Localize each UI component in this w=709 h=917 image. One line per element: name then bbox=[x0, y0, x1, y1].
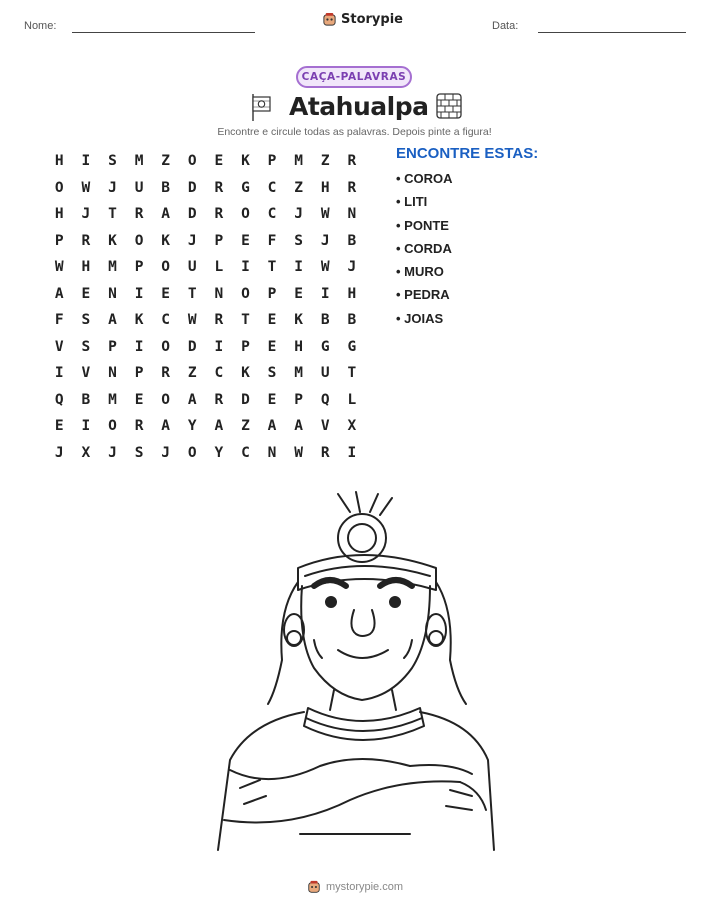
grid-letter[interactable]: I bbox=[54, 365, 64, 382]
grid-letter[interactable]: P bbox=[214, 232, 224, 249]
flag-icon bbox=[250, 92, 272, 122]
grid-letter[interactable]: R bbox=[320, 444, 330, 461]
grid-row bbox=[46, 148, 365, 175]
word-list-item: • JOIAS bbox=[396, 310, 444, 326]
grid-row bbox=[46, 360, 365, 387]
grid-letter[interactable]: O bbox=[161, 338, 171, 355]
grid-letter[interactable]: H bbox=[54, 153, 64, 170]
grid-letter[interactable]: J bbox=[108, 179, 117, 196]
brick-wall-icon bbox=[436, 93, 462, 119]
grid-letter[interactable]: E bbox=[241, 232, 250, 249]
grid-letter[interactable]: I bbox=[134, 338, 144, 355]
grid-letter[interactable]: R bbox=[347, 179, 357, 196]
grid-letter[interactable]: J bbox=[187, 232, 197, 249]
grid-letter[interactable]: B bbox=[161, 179, 171, 196]
date-field-line[interactable] bbox=[538, 32, 686, 33]
grid-letter[interactable]: J bbox=[347, 259, 357, 276]
grid-letter[interactable]: M bbox=[108, 391, 117, 408]
grid-letter[interactable]: Q bbox=[54, 391, 64, 408]
grid-letter[interactable]: I bbox=[81, 418, 91, 435]
brand-name: Storypie bbox=[341, 12, 403, 27]
grid-letter[interactable]: J bbox=[81, 206, 91, 223]
grid-row bbox=[46, 440, 365, 467]
grid-letter[interactable]: S bbox=[81, 338, 91, 355]
grid-letter[interactable]: S bbox=[267, 365, 277, 382]
grid-letter[interactable]: Y bbox=[187, 418, 197, 435]
grid-letter[interactable]: P bbox=[54, 232, 64, 249]
grid-letter[interactable]: Q bbox=[320, 391, 330, 408]
grid-letter[interactable]: N bbox=[108, 285, 117, 302]
grid-letter[interactable]: K bbox=[294, 312, 303, 329]
grid-letter[interactable]: B bbox=[320, 312, 330, 329]
grid-letter[interactable]: Z bbox=[320, 153, 330, 170]
grid-letter[interactable]: J bbox=[54, 444, 64, 461]
word-list-item: • MURO bbox=[396, 264, 444, 280]
grid-letter[interactable]: W bbox=[81, 179, 91, 196]
grid-letter[interactable]: X bbox=[347, 418, 357, 435]
grid-letter[interactable]: L bbox=[214, 259, 224, 276]
grid-letter[interactable]: E bbox=[54, 418, 64, 435]
grid-letter[interactable]: X bbox=[81, 444, 91, 461]
word-list-item: • PEDRA bbox=[396, 287, 450, 303]
grid-letter[interactable]: D bbox=[241, 391, 250, 408]
grid-letter[interactable]: D bbox=[187, 338, 197, 355]
grid-letter[interactable]: C bbox=[267, 179, 277, 196]
grid-letter[interactable]: O bbox=[54, 179, 64, 196]
grid-letter[interactable]: P bbox=[134, 259, 144, 276]
grid-letter[interactable]: K bbox=[108, 232, 117, 249]
footer bbox=[307, 880, 403, 894]
grid-letter[interactable]: M bbox=[108, 259, 117, 276]
word-list-heading: ENCONTRE ESTAS: bbox=[396, 145, 539, 162]
name-field-line[interactable] bbox=[72, 32, 255, 33]
grid-letter[interactable]: V bbox=[320, 418, 330, 435]
brand bbox=[322, 12, 403, 27]
grid-letter[interactable]: K bbox=[161, 232, 171, 249]
grid-letter[interactable]: P bbox=[294, 391, 303, 408]
grid-letter[interactable]: S bbox=[294, 232, 303, 249]
grid-letter[interactable]: T bbox=[347, 365, 357, 382]
grid-letter[interactable]: O bbox=[241, 285, 250, 302]
grid-letter[interactable]: I bbox=[81, 153, 91, 170]
grid-letter[interactable]: R bbox=[214, 312, 224, 329]
grid-letter[interactable]: Z bbox=[241, 418, 250, 435]
grid-letter[interactable]: G bbox=[347, 338, 357, 355]
grid-letter[interactable]: R bbox=[214, 206, 224, 223]
grid-letter[interactable]: E bbox=[267, 391, 277, 408]
grid-letter[interactable]: A bbox=[108, 312, 117, 329]
grid-row bbox=[46, 387, 365, 414]
storypie-logo-icon bbox=[307, 880, 321, 894]
grid-letter[interactable]: D bbox=[187, 206, 197, 223]
grid-letter[interactable]: M bbox=[294, 365, 303, 382]
grid-letter[interactable]: R bbox=[214, 391, 224, 408]
grid-letter[interactable]: J bbox=[161, 444, 171, 461]
grid-letter[interactable]: A bbox=[267, 418, 277, 435]
grid-letter[interactable]: O bbox=[161, 391, 171, 408]
grid-letter[interactable]: W bbox=[320, 259, 330, 276]
grid-letter[interactable]: B bbox=[81, 391, 91, 408]
grid-letter[interactable]: H bbox=[81, 259, 91, 276]
grid-letter[interactable]: U bbox=[320, 365, 330, 382]
grid-letter[interactable]: T bbox=[187, 285, 197, 302]
grid-row bbox=[46, 413, 365, 440]
grid-letter[interactable]: F bbox=[267, 232, 277, 249]
grid-letter[interactable]: O bbox=[161, 259, 171, 276]
grid-letter[interactable]: F bbox=[54, 312, 64, 329]
grid-letter[interactable]: Z bbox=[294, 179, 303, 196]
grid-letter[interactable]: K bbox=[241, 365, 250, 382]
grid-letter[interactable]: E bbox=[161, 285, 171, 302]
grid-letter[interactable]: P bbox=[241, 338, 250, 355]
grid-letter[interactable]: O bbox=[187, 444, 197, 461]
grid-letter[interactable]: E bbox=[294, 285, 303, 302]
grid-letter[interactable]: R bbox=[347, 153, 357, 170]
word-search-grid[interactable] bbox=[46, 148, 365, 466]
grid-letter[interactable]: W bbox=[294, 444, 303, 461]
grid-letter[interactable]: O bbox=[187, 153, 197, 170]
word-list bbox=[396, 171, 453, 334]
grid-letter[interactable]: H bbox=[347, 285, 357, 302]
grid-letter[interactable]: W bbox=[54, 259, 64, 276]
grid-letter[interactable]: W bbox=[187, 312, 197, 329]
grid-letter[interactable]: Z bbox=[187, 365, 197, 382]
grid-letter[interactable]: H bbox=[294, 338, 303, 355]
grid-letter[interactable]: J bbox=[294, 206, 303, 223]
grid-row bbox=[46, 254, 365, 281]
grid-row bbox=[46, 175, 365, 202]
grid-letter[interactable]: I bbox=[214, 338, 224, 355]
grid-letter[interactable]: W bbox=[320, 206, 330, 223]
grid-letter[interactable]: A bbox=[54, 285, 64, 302]
grid-letter[interactable]: V bbox=[54, 338, 64, 355]
grid-letter[interactable]: N bbox=[347, 206, 357, 223]
grid-letter[interactable]: O bbox=[108, 418, 117, 435]
name-label: Nome: bbox=[24, 20, 57, 32]
grid-letter[interactable]: A bbox=[161, 418, 171, 435]
grid-letter[interactable]: K bbox=[241, 153, 250, 170]
grid-letter[interactable]: R bbox=[134, 206, 144, 223]
word-list-item: • COROA bbox=[396, 171, 453, 186]
grid-letter[interactable]: D bbox=[187, 179, 197, 196]
grid-letter[interactable]: P bbox=[108, 338, 117, 355]
grid-letter[interactable]: R bbox=[134, 418, 144, 435]
grid-letter[interactable]: G bbox=[241, 179, 250, 196]
grid-letter[interactable]: M bbox=[134, 153, 144, 170]
grid-letter[interactable]: N bbox=[267, 444, 277, 461]
grid-letter[interactable]: R bbox=[214, 179, 224, 196]
grid-letter[interactable]: H bbox=[54, 206, 64, 223]
grid-letter[interactable]: E bbox=[81, 285, 91, 302]
grid-letter[interactable]: I bbox=[134, 285, 144, 302]
grid-letter[interactable]: U bbox=[187, 259, 197, 276]
word-list-item: • LITI bbox=[396, 194, 428, 210]
grid-letter[interactable]: I bbox=[294, 259, 303, 276]
date-label: Data: bbox=[492, 20, 519, 32]
grid-letter[interactable]: S bbox=[81, 312, 91, 329]
grid-row bbox=[46, 307, 365, 334]
grid-letter[interactable]: M bbox=[294, 153, 303, 170]
grid-letter[interactable]: A bbox=[214, 418, 224, 435]
grid-letter[interactable]: U bbox=[134, 179, 144, 196]
word-list-item: • PONTE bbox=[396, 217, 449, 233]
grid-letter[interactable]: E bbox=[134, 391, 144, 408]
footer-url[interactable]: mystorypie.com bbox=[326, 881, 404, 893]
grid-letter[interactable]: C bbox=[161, 312, 171, 329]
grid-letter[interactable]: S bbox=[134, 444, 144, 461]
grid-letter[interactable]: V bbox=[81, 365, 91, 382]
grid-row bbox=[46, 281, 365, 308]
grid-letter[interactable]: R bbox=[81, 232, 91, 249]
word-list-item: • CORDA bbox=[396, 240, 452, 256]
grid-row bbox=[46, 201, 365, 228]
grid-letter[interactable]: E bbox=[214, 153, 224, 170]
grid-letter[interactable]: R bbox=[161, 365, 171, 382]
grid-letter[interactable]: Z bbox=[161, 153, 171, 170]
grid-letter[interactable]: I bbox=[241, 259, 250, 276]
grid-letter[interactable]: B bbox=[347, 232, 357, 249]
grid-letter[interactable]: L bbox=[347, 391, 357, 408]
grid-letter[interactable]: G bbox=[320, 338, 330, 355]
page-title: Atahualpa bbox=[289, 92, 429, 121]
grid-letter[interactable]: A bbox=[161, 206, 171, 223]
grid-letter[interactable]: T bbox=[108, 206, 117, 223]
grid-letter[interactable]: I bbox=[320, 285, 330, 302]
grid-letter[interactable]: J bbox=[320, 232, 330, 249]
worksheet-type-badge: CAÇA-PALAVRAS bbox=[296, 66, 412, 88]
grid-letter[interactable]: O bbox=[241, 206, 250, 223]
grid-letter[interactable]: P bbox=[134, 365, 144, 382]
grid-row bbox=[46, 334, 365, 361]
grid-letter[interactable]: I bbox=[347, 444, 357, 461]
grid-letter[interactable]: H bbox=[320, 179, 330, 196]
grid-letter[interactable]: P bbox=[267, 153, 277, 170]
grid-letter[interactable]: N bbox=[108, 365, 117, 382]
grid-letter[interactable]: E bbox=[267, 338, 277, 355]
grid-letter[interactable]: C bbox=[267, 206, 277, 223]
grid-letter[interactable]: C bbox=[214, 365, 224, 382]
grid-row bbox=[46, 228, 365, 255]
grid-letter[interactable]: P bbox=[267, 285, 277, 302]
grid-letter[interactable]: E bbox=[267, 312, 277, 329]
grid-letter[interactable]: Y bbox=[214, 444, 224, 461]
grid-letter[interactable]: A bbox=[187, 391, 197, 408]
grid-letter[interactable]: T bbox=[241, 312, 250, 329]
grid-letter[interactable]: O bbox=[134, 232, 144, 249]
grid-letter[interactable]: K bbox=[134, 312, 144, 329]
grid-letter[interactable]: N bbox=[214, 285, 224, 302]
grid-letter[interactable]: A bbox=[294, 418, 303, 435]
grid-letter[interactable]: S bbox=[108, 153, 117, 170]
grid-letter[interactable]: T bbox=[267, 259, 277, 276]
storypie-logo-icon bbox=[322, 12, 337, 27]
atahualpa-coloring-figure[interactable] bbox=[210, 490, 500, 852]
grid-letter[interactable]: C bbox=[241, 444, 250, 461]
instructions: Encontre e circule todas as palavras. Depois pinte a figura! bbox=[217, 126, 492, 138]
grid-letter[interactable]: B bbox=[347, 312, 357, 329]
grid-letter[interactable]: J bbox=[108, 444, 117, 461]
